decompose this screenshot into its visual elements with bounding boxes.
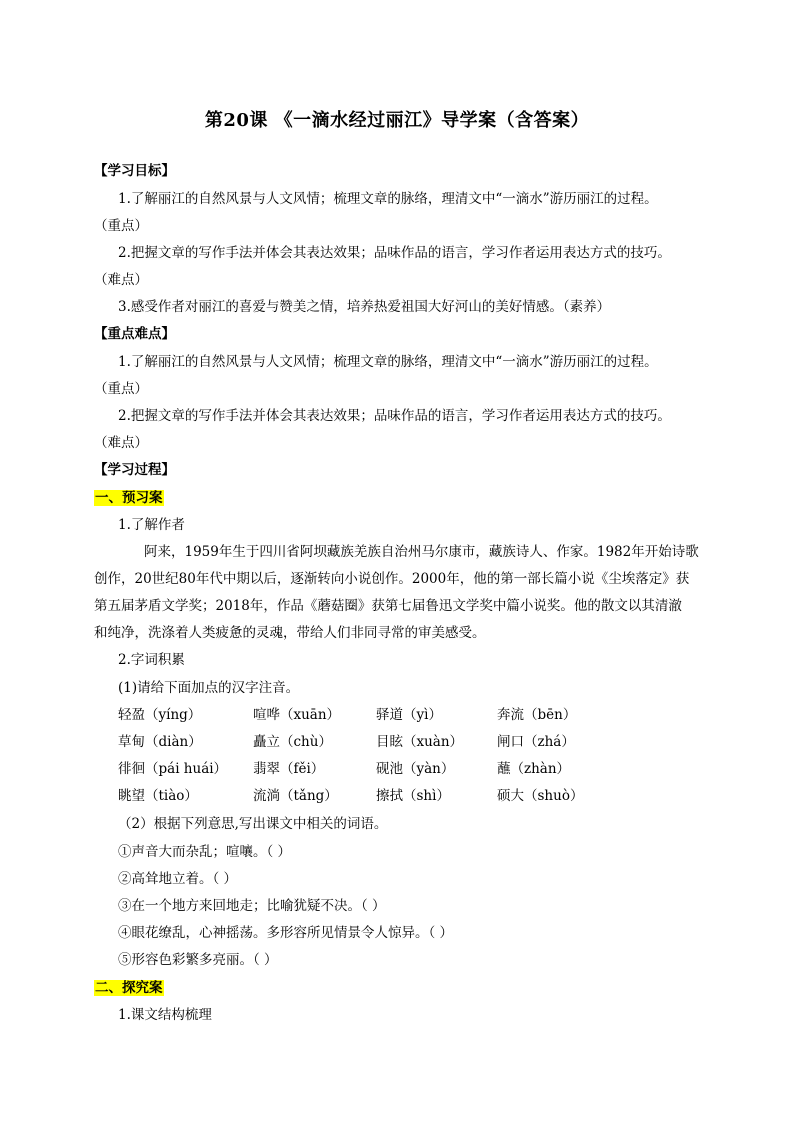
author-para-4: 和纯净，洗涤着人类疲惫的灵魂，带给人们非同寻常的审美感受。 xyxy=(94,625,486,641)
explore-header-wrap xyxy=(94,979,164,997)
pinyin-item: 砚池（yàn） xyxy=(376,761,455,777)
preview-header: 一、预习案 xyxy=(95,490,163,506)
pinyin-item: 闸口（zhá） xyxy=(497,734,575,750)
author-header: 1.了解作者 xyxy=(118,517,185,533)
pinyin-item: 草甸（diàn） xyxy=(118,734,202,750)
pinyin-item: 矗立（chù） xyxy=(253,734,332,750)
key-2-tag: （难点） xyxy=(94,435,148,451)
goal-1-tag: （重点） xyxy=(94,218,148,234)
definition-item: ①声音大而杂乱；喧嚷。（ ） xyxy=(118,844,292,860)
pinyin-item: 目眩（xuàn） xyxy=(376,734,464,750)
pinyin-item: 蘸（zhàn） xyxy=(497,761,571,777)
goal-3-text: 3.感受作者对丽江的喜爱与赞美之情，培养热爱祖国大好河山的美好情感。（素养） xyxy=(118,299,611,315)
pinyin-item: 喧哗（xuān） xyxy=(253,707,341,723)
preview-header-wrap xyxy=(94,489,164,507)
goals-header: 【学习目标】 xyxy=(94,163,175,179)
author-para-3: 第五届茅盾文学奖；2018年，作品《蘑菇圈》获第七届鲁迅文学奖中篇小说奖。他的散文以其清澈 xyxy=(94,598,682,614)
definition-item: ②高耸地立着。（ ） xyxy=(118,871,238,887)
definition-item: ⑤形容色彩繁多亮丽。（ ） xyxy=(118,952,278,968)
pinyin-item: 眺望（tiào） xyxy=(118,788,198,804)
goal-2-tag: （难点） xyxy=(94,272,148,288)
vocab-question-1: (1)请给下面加点的汉字注音。 xyxy=(118,680,300,696)
key-1-text: 1.了解丽江的自然风景与人文风情；梳理文章的脉络，理清文中“一滴水”游历丽江的过程。 xyxy=(118,354,658,370)
pinyin-item: 翡翠（fěi） xyxy=(253,761,325,777)
goal-2-text: 2.把握文章的写作手法并体会其表达效果；品味作品的语言，学习作者运用表达方式的技巧。 xyxy=(118,245,671,261)
vocab-question-2: （2）根据下列意思,写出课文中相关的词语。 xyxy=(118,816,388,832)
pinyin-item: 硕大（shuò） xyxy=(497,788,584,804)
goal-1-text: 1.了解丽江的自然风景与人文风情；梳理文章的脉络，理清文中“一滴水”游历丽江的过程。 xyxy=(118,191,658,207)
key-header: 【重点难点】 xyxy=(94,326,175,342)
pinyin-item: 驿道（yì） xyxy=(376,707,442,723)
key-1-tag: （重点） xyxy=(94,381,148,397)
vocab-header: 2.字词积累 xyxy=(118,652,185,668)
document-title: 第20课 《一滴水经过丽江》导学案（含答案） xyxy=(204,110,590,131)
pinyin-item: 徘徊（pái huái） xyxy=(118,761,228,777)
pinyin-item: 轻盈（yíng） xyxy=(118,707,202,723)
key-2-text: 2.把握文章的写作手法并体会其表达效果；品味作品的语言，学习作者运用表达方式的技巧。 xyxy=(118,408,671,424)
structure-header: 1.课文结构梳理 xyxy=(118,1007,212,1023)
process-header: 【学习过程】 xyxy=(94,462,175,478)
author-para-2: 创作，20世纪80年代中期以后，逐渐转向小说创作。2000年，他的第一部长篇小说《尘埃落定》获 xyxy=(94,571,690,587)
pinyin-item: 流淌（tǎng） xyxy=(253,788,338,804)
pinyin-item: 擦拭（shì） xyxy=(376,788,450,804)
definition-item: ③在一个地方来回地走；比喻犹疑不决。（ ） xyxy=(118,898,386,914)
pinyin-item: 奔流（bēn） xyxy=(497,707,577,723)
definition-item: ④眼花缭乱，心神摇荡。多形容所见情景令人惊异。（ ） xyxy=(118,925,454,941)
explore-header: 二、探究案 xyxy=(95,980,163,996)
author-para-1: 阿来，1959年生于四川省阿坝藏族羌族自治州马尔康市，藏族诗人、作家。1982年开始诗歌 xyxy=(144,544,699,560)
